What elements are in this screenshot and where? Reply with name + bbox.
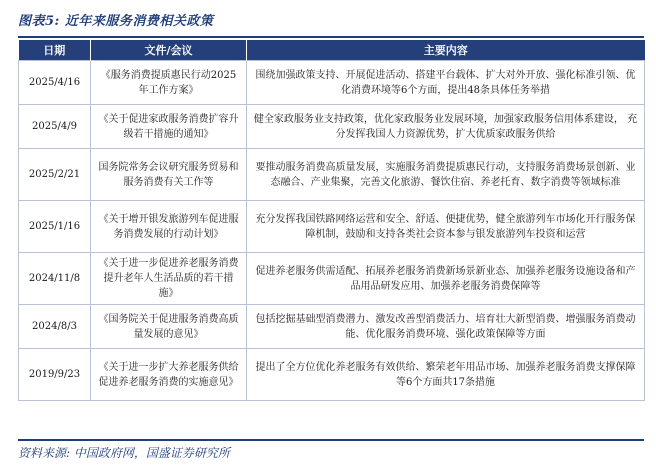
row-content: 包括挖掘基础型消费潜力、激发改善型消费活力、培育壮大新型消费、增强服务消费动能、优化服务消费环境、强化政策保障等方面: [247, 305, 645, 349]
row-date: 2019/9/23: [19, 349, 91, 401]
row-document: 《服务消费提质惠民行动2025年工作方案》: [91, 61, 247, 105]
row-document: 《国务院关于促进服务消费高质量发展的意见》: [91, 305, 247, 349]
table-row: [19, 105, 645, 149]
header-date: 日期: [19, 40, 91, 61]
source-note: 资料来源: 中国政府网，国盛证券研究所: [18, 439, 644, 461]
row-date: 2025/4/9: [19, 105, 91, 149]
header-document: 文件/会议: [91, 40, 247, 61]
table-row: [19, 61, 645, 105]
row-date: 2024/8/3: [19, 305, 91, 349]
row-document: 《关于增开银发旅游列车促进服务消费发展的行动计划》: [91, 201, 247, 253]
row-date: 2024/11/8: [19, 253, 91, 305]
table-row: [19, 349, 645, 401]
row-content: 提出了全方位优化养老服务有效供给、繁荣老年用品市场、加强养老服务消费支撑保障等6个方面共17条措施: [247, 349, 645, 401]
figure-title: 图表5: 近年来服务消费相关政策: [18, 13, 214, 29]
row-content: 促进养老服务供需适配、拓展养老服务消费新场景新业态、加强养老服务设施设备和产品用品研发应用、加强养老服务消费保障等: [247, 253, 645, 305]
table-row: [19, 149, 645, 201]
row-date: 2025/1/16: [19, 201, 91, 253]
policy-table: [18, 40, 645, 401]
row-content: 围绕加强政策支持、开展促进活动、搭建平台载体、扩大对外开放、强化标准引领、优化消费环境等6个方面，提出48条具体任务举措: [247, 61, 645, 105]
table-header-row: [19, 40, 645, 61]
row-document: 《关于促进家政服务消费扩容升级若干措施的通知》: [91, 105, 247, 149]
table-row: [19, 201, 645, 253]
row-content: 充分发挥我国铁路网络运营和安全、舒适、便捷优势，健全旅游列车市场化开行服务保障机制，鼓励和支持各类社会资本参与银发旅游列车投资和运营: [247, 201, 645, 253]
figure-title-bar: [18, 2, 644, 38]
table-row: [19, 253, 645, 305]
row-content: 健全家政服务业支持政策，优化家政服务业发展环境，加强家政服务信用体系建设， 充分发挥我国人力资源优势，扩大优质家政服务供给: [247, 105, 645, 149]
row-content: 要推动服务消费高质量发展，实施服务消费提质惠民行动，支持服务消费场景创新、业态融合、产业集聚，完善文化旅游、餐饮住宿、养老托育、数字消费等领域标准: [247, 149, 645, 201]
row-document: 《关于进一步扩大养老服务供给促进养老服务消费的实施意见》: [91, 349, 247, 401]
row-document: 国务院常务会议研究服务贸易和服务消费有关工作等: [91, 149, 247, 201]
table-row: [19, 305, 645, 349]
header-content: 主要内容: [247, 40, 645, 61]
row-date: 2025/4/16: [19, 61, 91, 105]
row-document: 《关于进一步促进养老服务消费提升老年人生活品质的若干措施》: [91, 253, 247, 305]
row-date: 2025/2/21: [19, 149, 91, 201]
